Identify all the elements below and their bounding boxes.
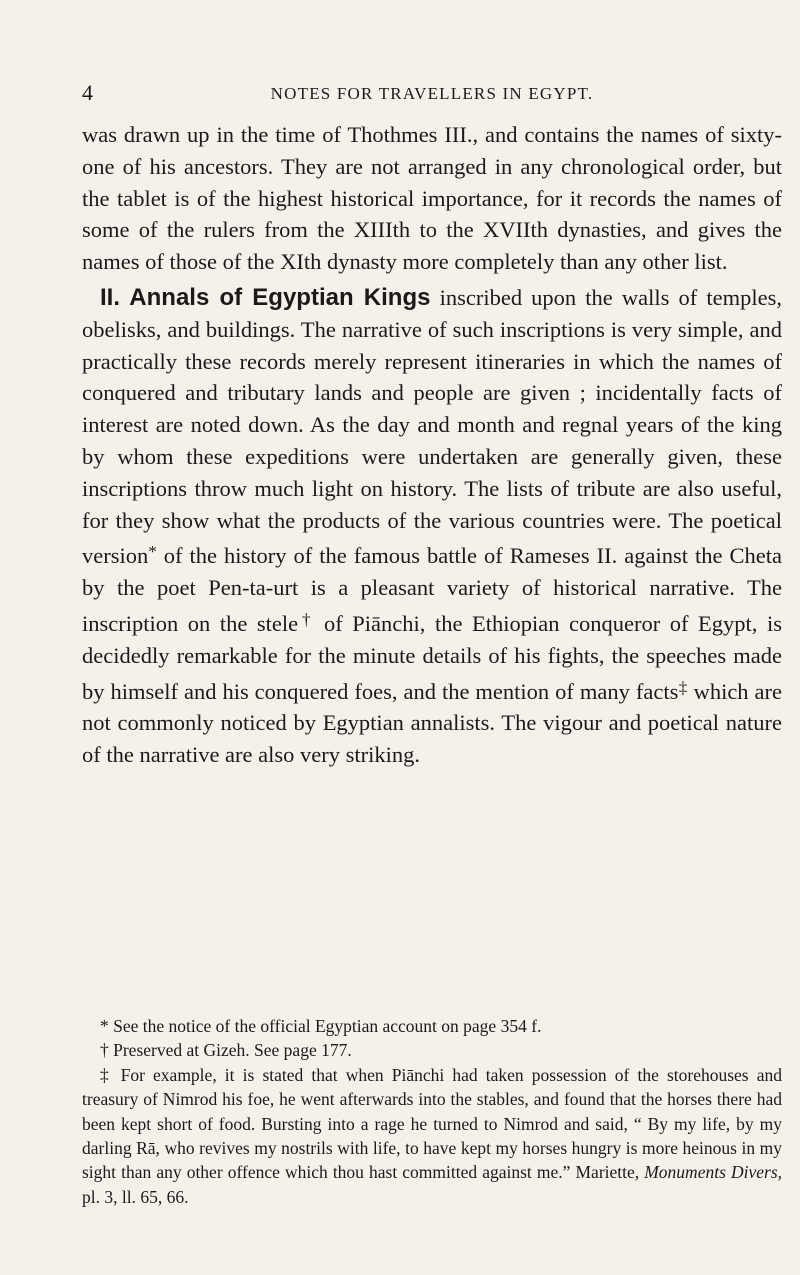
paragraph-text: which are not commonly noticed by Egyptian annalists. The vigour and poetical nature of the narrative are also very striking. (82, 678, 783, 768)
paragraph-text: of the history of the famous battle of Rameses II. against the Cheta by the poet Pen-ta-urt is a pleasant variety of historical narrative. The inscription on the stele (82, 543, 782, 636)
footnote-mark: † (298, 609, 315, 629)
page-header (82, 80, 782, 110)
paragraph: was drawn up in the time of Thothmes III., and contains the names of sixty-one of his ancestors. They are not arranged in any chronological order, but the tablet is of the highest historical importance, for it records the names of some of the rulers from the XIIIth to the XVIIth dynasties, and gives the names of those of the XIth dynasty more completely than any other list. (82, 122, 782, 275)
running-head: NOTES FOR TRAVELLERS IN EGYPT. (270, 84, 594, 103)
paragraph-text: inscribed upon the walls of temples, obelisks, and buildings. The narrative of such inscriptions is very simple, and practically these records merely represent itineraries in which the names of conquered and tributary lands and people are given ; incidentally facts of interest are noted down. As the day and month and regnal years of the king by whom these expeditions were undertaken are generally given, these inscriptions throw much light on history. The lists of tribute are also useful, for they show what the products of the various countries were. The poetical version (82, 284, 782, 569)
section-title: Annals of Egyptian Kings (129, 283, 431, 311)
footnote: † Preserved at Gizeh. See page 177. (100, 1040, 352, 1061)
footnotes (82, 1014, 782, 1209)
footnote-text: ‡ For example, it is stated that when Piānchi had taken possession of the storehouses and treasury of Nimrod his foe, he went afterwards into the stables, and found that the horses there had been kept short of food. Bursting into a rage he turned to Nimrod and said, “ By my life, by my darling Rā, who revives my nostrils with life, to have kept my horses hungry is more heinous in my sight than any other offence which thou hast committed against me.” Mariette, (82, 1064, 782, 1183)
paragraph-text: of Piānchi, the Ethiopian conqueror of Egypt, is decidedly remarkable for the minute details of his fights, the speeches made by himself and his conquered foes, and the mention of many facts (82, 610, 782, 704)
footnote: * See the notice of the official Egyptian account on page 354 f. (100, 1016, 542, 1036)
section-paragraph (82, 282, 782, 771)
citation-ref: pl. 3, ll. 65, 66. (82, 1186, 189, 1207)
citation-title: Monuments Divers, (644, 1162, 783, 1183)
footnote-mark: ‡ (678, 677, 688, 697)
section-heading (100, 284, 430, 311)
page-number: 4 (82, 80, 93, 105)
footnote (82, 1063, 782, 1209)
body-text (82, 119, 782, 771)
section-number: II. (100, 283, 121, 311)
footnote-mark: * (148, 542, 157, 562)
